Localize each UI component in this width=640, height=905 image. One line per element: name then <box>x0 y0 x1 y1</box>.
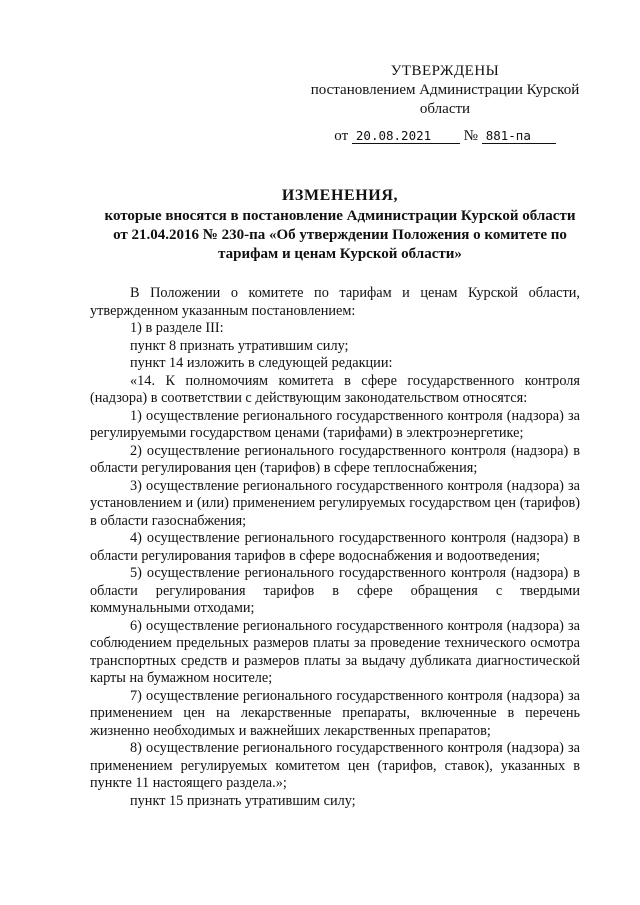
paragraph: В Положении о комитете по тарифам и ценам Курской области, утвержденном указанным постановлением: <box>90 285 580 319</box>
document-body <box>90 285 580 810</box>
approval-line-1: постановлением Администрации Курской <box>310 82 580 98</box>
document-heading <box>86 186 594 264</box>
paragraph: 3) осуществление регионального государственного контроля (надзора) за установлением и (или) применением регулируемых государством цен (тарифов) в области газоснабжения; <box>90 477 580 529</box>
paragraph: 2) осуществление регионального государственного контроля (надзора) в области регулирования цен (тарифов) в сфере теплоснабжения; <box>90 442 580 476</box>
heading-title: ИЗМЕНЕНИЯ, <box>281 187 399 204</box>
approval-line-2: области <box>419 101 471 117</box>
date-value: 20.08.2021 <box>352 129 460 144</box>
paragraph: пункт 14 изложить в следующей редакции: <box>130 355 393 371</box>
paragraph: 8) осуществление регионального государственного контроля (надзора) за применением регулируемых комитетом цен (тарифов, ставок), указанных в пункте 11 настоящего раздела.»; <box>90 740 580 791</box>
heading-line-1: которые вносятся в постановление Администрации Курской области <box>104 208 576 224</box>
paragraph: пункт 15 признать утратившим силу; <box>130 792 356 809</box>
approval-block <box>300 62 590 146</box>
number-value: 881-па <box>482 129 556 144</box>
paragraph: 7) осуществление регионального государственного контроля (надзора) за применением цен на лекарственные препараты, включенные в перечень жизненно необходимых и важнейших лекарственных препаратов; <box>90 687 580 739</box>
heading-line-2: от 21.04.2016 № 230-па «Об утверждении Положения о комитете по <box>113 227 567 243</box>
approval-title: УТВЕРЖДЕНЫ <box>390 63 500 79</box>
paragraph: «14. К полномочиям комитета в сфере государственного контроля (надзора) в соответствии с действующим законодательством относятся: <box>90 372 580 406</box>
paragraph: 5) осуществление регионального государственного контроля (надзора) в области регулирования тарифов в сфере обращения с твердыми коммунальными отходами; <box>90 565 580 616</box>
paragraph: 6) осуществление регионального государственного контроля (надзора) за соблюдением предельных размеров платы за проведение технического осмотра транспортных средств и размеров платы за выдачу дубликата диагностической карты на бумажном носителе; <box>90 617 580 686</box>
paragraph: 1) в разделе III: <box>130 320 224 336</box>
paragraph: 4) осуществление регионального государственного контроля (надзора) в области регулирования тарифов в сфере водоснабжения и водоотведения; <box>90 530 580 564</box>
paragraph: пункт 8 признать утратившим силу; <box>130 337 349 354</box>
paragraph: 1) осуществление регионального государственного контроля (надзора) за регулируемыми государством ценами (тарифами) в электроэнергетике; <box>90 407 580 441</box>
date-prefix: от <box>334 128 349 144</box>
number-prefix: № <box>463 128 478 144</box>
approval-date-line <box>300 127 590 146</box>
heading-line-3: тарифам и ценам Курской области» <box>218 246 462 262</box>
